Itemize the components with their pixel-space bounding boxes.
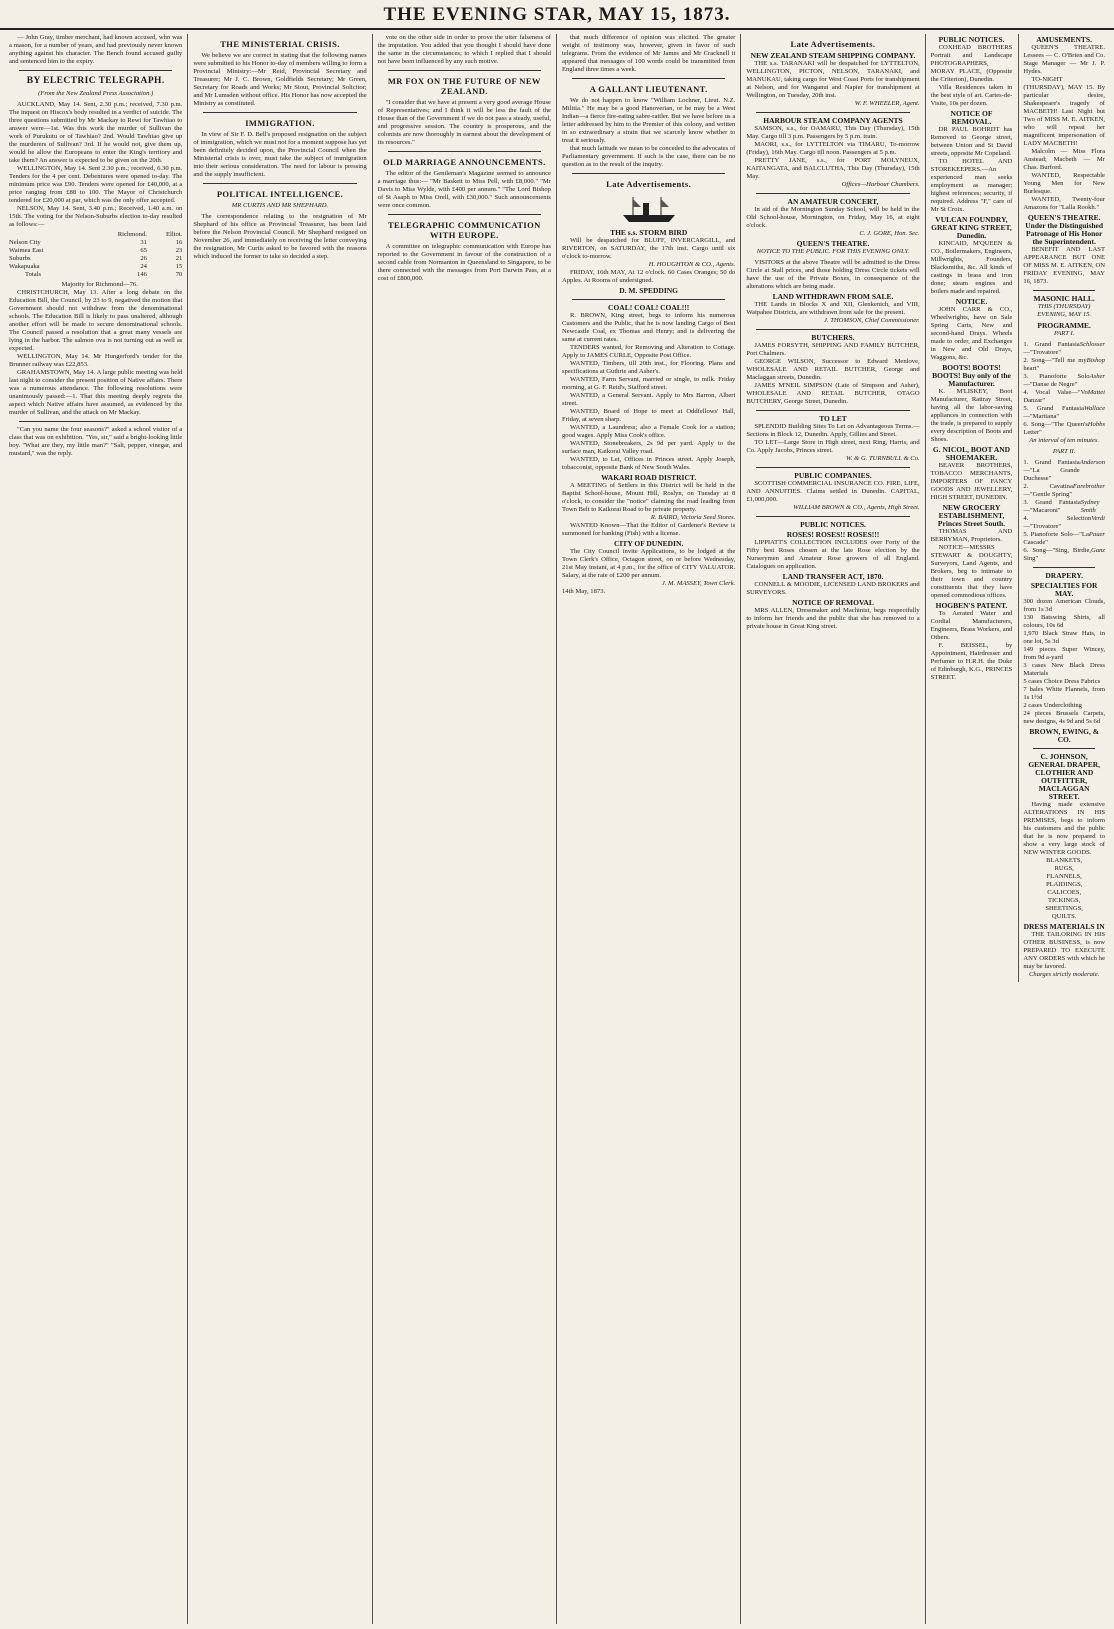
specialty-item: 300 dozen American Clouds, from 1s 3d — [1023, 598, 1105, 613]
public-notices-heading: PUBLIC NOTICES. — [800, 520, 866, 529]
continued-article: that much difference of opinion was elicited. The greater weight of testimony was, however, given in favor of such telegrams. From the evidence of Mr James and Mr Cracknell it appeared that messages of 100 words could be transmitted from England three times a week. — [561, 34, 736, 73]
doctor-removal-ad: DR PAUL BOHRDT has Removed to George street, between Union and St David streets, opposite Mr Copeland. — [930, 126, 1013, 157]
divider — [1033, 567, 1095, 568]
to-let-ad: TO LET—Large Store in High street, next Ring, Harris, and Co. Apply Jacobs, Princes street. — [746, 439, 920, 454]
theatre-heading-2: QUEEN'S THEATRE. Under the Distinguished Patronage of His Honor the Superintendent. — [1025, 213, 1104, 246]
theatre-ad: QUEEN'S THEATRE. Lessees — C. O'Brien and Co. Stage Manager — Mr J. P. Hydes. — [1023, 44, 1105, 75]
programme-item — [1023, 421, 1105, 437]
programme-title: 2. Cavatina—"Gentle Spring" — [1023, 483, 1073, 498]
land-broker-ad: CONNELL & MOODIE, LICENSED LAND BROKERS and SURVEYORS. — [746, 581, 920, 596]
goods-item: BLANKETS, — [1046, 857, 1083, 864]
notice-heading: NOTICE. — [955, 297, 988, 306]
programme-composer: Schlosser — [1079, 341, 1105, 348]
public-companies-heading: PUBLIC COMPANIES. — [794, 471, 872, 480]
tonight-ad: TO-NIGHT (THURSDAY), MAY 15. By particular desire, Shakespeare's tragedy of MACBETH! Last Night but Two of MISS M. E. AITKEN, who will repeat her magnificent impersonation of LADY MACBETH! — [1023, 76, 1105, 147]
cast-list: Malcolm — Miss Flora Anstead; Macbeth — Mr Chas. Burford. — [1023, 148, 1105, 171]
poll-cell: 65 — [140, 247, 147, 254]
programme-composer: Sydney Smith — [1080, 499, 1100, 514]
benefit-ad: BENEFIT AND LAST APPEARANCE BUT ONE OF MISS M. E. AITKEN, ON FRIDAY EVENING, MAY 16, 1873. — [1023, 246, 1105, 285]
column-4 — [557, 34, 741, 1624]
harbour-ad: SAMSON, s.s., for OAMARU, This Day (Thursday), 15th May. Cargo till 3 p.m. Passengers by 5 p.m. train. — [746, 125, 920, 140]
political-heading: POLITICAL INTELLIGENCE. — [216, 189, 344, 199]
tobacco-ad: BEAVER BROTHERS, TOBACCO MERCHANTS, IMPORTERS OF FANCY GOODS AND JEWELLERY, HIGH STREET, DUNEDIN. — [930, 462, 1013, 501]
queens-notice-sub: NOTICE TO THE PUBLIC. FOR THIS EVENING ONLY. — [756, 248, 910, 255]
insurance-ad: SCOTTISH COMMERCIAL INSURANCE CO. FIRE, LIFE, AND ANNUITIES. Claims settled in Dunedin. CAPITAL, £1,000,000. — [746, 480, 920, 503]
divider — [756, 516, 909, 517]
programme-item — [1023, 389, 1105, 405]
nicol-heading: G. NICOL, BOOT AND SHOEMAKER. — [932, 445, 1011, 462]
johnson-heading: C. JOHNSON, GENERAL DRAPER, CLOTHIER AND OUTFITTER, MACLAGGAN STREET. — [1028, 752, 1100, 801]
goods-item: QUILTS. — [1051, 913, 1077, 920]
programme-composer: Anderson — [1079, 459, 1105, 466]
christchurch-dispatch: CHRISTCHURCH, May 13. After a long debate on the Education Bill, the Council, by 23 to 9, negatived the motion that Government should not withdraw from the denominational schools. The Education Bill is likely to pass unaltered, although another effort will be made to secure denominational schools. The Council passed a resolution that a great many vessels are lying in the harbor. The salmon ova is not turning out as well as expected. — [9, 289, 183, 352]
poll-cell: Nelson City — [9, 239, 41, 246]
political-article: The correspondence relating to the resignation of Mr Shephard of his office as Provincial Treasurer, has been laid before the Nelson Provincial Council. Mr Shephard resigned on November 26, and immediately on receiving the letter conveying the resignation, Mr Curtis asked to be favored with the reasons which induced the former to take so decided a step. — [193, 213, 367, 260]
anecdote: "Can you name the four seasons?" asked a school visitor of a class that was on exhibition. "Yes, sir," said a bright-looking little boy. "What are they, my little man?" "Salt, pepper, vinegar, and mustard," was the reply. — [9, 426, 183, 457]
specialty-item: 1,970 Black Straw Hats, in one lot, 5s 3d — [1023, 630, 1105, 645]
poll-header-row — [9, 231, 182, 239]
land-heading: LAND WITHDRAWN FROM SALE. — [772, 292, 894, 301]
masonic-heading: MASONIC HALL. — [1033, 294, 1095, 303]
tenders-ad: TENDERS wanted, for Removing and Alteration to Cottage. Apply to JAMES CURLE, Opposite Post Office. — [561, 344, 736, 359]
concert-signature: C. J. GORE, Hon. Sec. — [859, 230, 920, 237]
auckland-dispatch: AUCKLAND, May 14. Sent, 2.30 p.m.; received, 7.30 p.m. The inquest on Hiscox's body resulted in a verdict of suicide. The three questions submitted by Mr Mackay to Rewi for Tawhiao to answer were—1st. Was this work the murder of Sullivan the work of Purukutu or of Tawhiao? 2nd. Would Tawhiao give up the murderers of Sullivan? 3rd. If he would not, give them up, would he allow the Europeans to enter the King's territory and take them? An answer is expected to be given on the 20th. — [9, 101, 183, 164]
hotel-ad: TO HOTEL AND STOREKEEPERS.—An experienced man seeks employment as manager; highest references; security, if required. Address "F," care of Mr St Croix. — [930, 158, 1013, 213]
public-notices-heading: PUBLIC NOTICES. — [938, 35, 1005, 44]
programme-item — [1023, 499, 1105, 515]
storm-bird-signature: H. HOUGHTON & CO., Agents. — [648, 261, 736, 268]
boot-ad: K. M'LISKEY, Boot Manufacturer, Rattray Street, having all the labor-saving appliances in connection with the trade, is prepared to supply every description of Boots and Shoes. — [930, 388, 1013, 443]
programme-title: 2. Song—"Tell me my heart" — [1023, 357, 1087, 372]
programme-part-2 — [1023, 448, 1105, 563]
divider — [756, 410, 909, 411]
harbour-ad: PRETTY JANE, s.s., for PORT MOLYNEUX, KAITANGATA, and BALCLUTHA, This Day (Thursday), 15th May. — [746, 157, 920, 180]
tailoring-ad: THE TAILORING IN HIS OTHER BUSINESS, is now PREPARED TO EXECUTE ANY ORDERS with which he may be favored. — [1023, 931, 1105, 970]
storm-bird-heading: THE s.s. STORM BIRD — [610, 228, 688, 237]
goods-item: RUGS, — [1054, 865, 1074, 872]
newspaper-title: THE EVENING STAR, MAY 15, 1873. — [383, 4, 731, 25]
butcher-ad: JAMES FORSYTH, SHIPPING AND FAMILY BUTCHER, Port Chalmers. — [746, 342, 920, 357]
crisis-article: We believe we are correct in stating that the following names were submitted to his Honor to-day of members willing to form a Provincial Ministry:—Mr Reid, Provincial Secretary and Treasurer; Mr J. C. Brown, Goldfields Secretary; Mr Green, Secretary for Roads and Works; Mr Stout, Provincial Solicitor; and Mr Lumsden without office. His Honor has now accepted the Ministry as constituted. — [193, 52, 367, 107]
poll-header-cell: Elliot. — [166, 231, 183, 238]
poll-header-cell — [9, 231, 84, 239]
wanted-ad: WANTED, a General Servant. Apply to Mrs Barron, Albert street. — [561, 392, 736, 407]
divider — [572, 173, 725, 174]
programme-item — [1023, 459, 1105, 483]
dunedin-ad: The City Council invite Applications, to be lodged at the Town Clerk's Office, Octagon street, on or before Wednesday, 21st May instant, at 4 p.m., for the office of CITY VALUATOR. Salary, at the rate of £200 per annum. — [561, 548, 736, 579]
land-transfer-heading: LAND TRANSFER ACT, 1870. — [782, 572, 884, 581]
poll-cell: 146 — [137, 271, 147, 278]
continued-article: vote on the other side in order to prove the utter falseness of the imputation. You added that you thought I should have done the same in the circumstances; to which I replied that I should not have been influenced by any such motive. — [377, 34, 551, 65]
lead-paragraph: — John Gray, timber merchant, had known accused, who was a mason, for a number of years, and had previously never known anything against his character. The Bench found accused guilty and sentenced him to the expiry. — [9, 34, 183, 65]
wellington-dispatch: WELLINGTON, May 14. Sent 2.30 p.m.; received, 6.30 p.m. Tenders for the 4 per cent. Debentures were opened to-day. The minimum price was £90. Tenders were opened for £40,000, at a price ranging from £88 to 100. The Mayor of Christchurch tendered for £20,000 at par, which was the only offer accepted. — [9, 165, 183, 204]
steam-shipping-ad: THE s.s. TARANAKI will be despatched for LYTTELTON, WELLINGTON, PICTON, NELSON, TARANAKI, and MANUKAU, taking cargo for West Coast Ports for transhipment at Nelson, and for Wanganui and Napier for transhipment at Wellington, on Tuesday, 20th inst. — [746, 60, 920, 99]
programme-title: 6. Song—"Sing, Birdie, Sing" — [1023, 547, 1092, 562]
butcher-ad: JAMES M'NEIL SIMPSON (Late of Simpson and Asher), WHOLESALE AND RETAIL BUTCHER, OTAGO BUTCHERY, George Street, Dunedin. — [746, 382, 920, 405]
wanted-ad: WANTED, Respectable Young Men for New Burlesque. — [1023, 172, 1105, 195]
interval-note: An interval of ten minutes. — [1029, 437, 1100, 444]
poll-cell: Waimea East — [9, 247, 44, 254]
marriage-article: The editor of the Gentleman's Magazine seemed to announce a marriage thus:— "Mr Baskett to Miss Pell, with £8,000." "Mr Davis to Miss Wylde, with £400 per annum." "The Lord Bishop of St Asaph to Miss Orell, with £30,000." Such announcements were once common. — [377, 170, 551, 209]
part-2-label: PART II. — [1052, 448, 1076, 455]
removal-heading: NOTICE OF REMOVAL — [792, 598, 874, 607]
dunedin-signature: J. M. MASSEY, Town Clerk. — [661, 580, 736, 587]
poll-cell: 70 — [175, 271, 183, 278]
divider — [1033, 748, 1095, 749]
poll-row — [9, 239, 182, 247]
goods-item: PLAIDINGS, — [1045, 881, 1083, 888]
programme-composer: Verdi — [1091, 515, 1105, 522]
programme-title: 1. Grand Fantasia—"La Grande Duchesse" — [1023, 459, 1080, 482]
column-3 — [373, 34, 557, 1624]
lieutenant-article: We do not happen to know "William Lochner, Lieut. N.Z. Militia." He may be a good Hanoverian, or he may be a West Indian—a fierce fire-eating sabre-rattler. But we have before us a letter addressed by him to the Premier of this colony, and written in so extraordinary a strain that we scarcely know whether to treat it seriously. — [561, 97, 736, 144]
programme-item — [1023, 405, 1105, 421]
programme-item — [1023, 547, 1105, 563]
specialty-item: 5 cases Choice Dress Fabrics — [1023, 678, 1101, 685]
telegraph-europe-article: A committee on telegraphic communication with Europe has reported to the Government in favour of the construction of a second cable from Normanton in Queensland to Singapore, to be there connected with the messages from Port Darwin Pass, at a cost of £800,000. — [377, 243, 551, 282]
immigration-heading: IMMIGRATION. — [245, 118, 315, 128]
divider — [388, 151, 541, 152]
specialty-item: 24 pieces Brussels Carpets, new designs, 4s 9d and 5s 6d — [1023, 710, 1105, 725]
butcher-ad: GEORGE WILSON, Successor to Edward Menlove, WHOLESALE AND RETAIL BUTCHER, George and Maclaggan streets, Dunedin. — [746, 358, 920, 381]
programme-heading: PROGRAMME. — [1037, 321, 1091, 330]
goods-list — [1023, 857, 1105, 921]
specialty-item: 149 pieces Super Wincey, from 9d a-yard — [1023, 646, 1105, 661]
programme-title: 1. Grand Fantasia—"Trovatore" — [1023, 341, 1080, 356]
steam-shipping-heading: NEW ZEALAND STEAM SHIPPING COMPANY. — [750, 51, 916, 60]
programme-title: 3. Pianoforte Solo—"Danse de Negre" — [1023, 373, 1090, 388]
dress-materials-heading: DRESS MATERIALS IN — [1023, 922, 1105, 931]
divider — [572, 78, 725, 79]
wheelwright-ad: JOHN CARR & CO., Wheelwrights, have on Sale Spring Carts, New and second-hand Drays. Wheels made to order, and Exchanges in New and Old Drays, Waggons, &c. — [930, 306, 1013, 361]
programme-title: 3. Grand Fantasia—"Macaroni" — [1023, 499, 1081, 514]
poll-row — [9, 271, 182, 279]
divider — [756, 329, 909, 330]
column-2 — [188, 34, 372, 1624]
wanted-ad: WANTED Known—That the Editor of Gardener's Review is summoned for banking (Fish) with a license. — [561, 522, 736, 537]
divider — [756, 193, 909, 194]
dunedin-heading: CITY OF DUNEDIN. — [614, 539, 684, 548]
divider — [388, 70, 541, 71]
poll-row — [9, 263, 182, 271]
grocery-heading: NEW GROCERY ESTABLISHMENT, Princes Street South. — [937, 503, 1006, 528]
divider — [1033, 290, 1095, 291]
concert-heading: AN AMATEUR CONCERT, — [787, 197, 879, 206]
coal-heading: COAL! COAL! COAL!!! — [608, 303, 690, 312]
programme-item — [1023, 357, 1105, 373]
hairdresser-ad: F. BEISSEL, by Appointment, Hairdresser and Perfumer to H.R.H. the Duke of Edinburgh, K.G., PRINCES STREET. — [930, 642, 1013, 681]
wanted-ad: WANTED, to Let, Offices in Princes street. Apply Joseph, tobacconist, opposite Bank of New South Wales. — [561, 456, 736, 471]
poll-cell: Wakapuaka — [9, 263, 40, 270]
marriage-heading: OLD MARRIAGE ANNOUNCEMENTS. — [383, 157, 546, 167]
divider — [203, 112, 356, 113]
goods-item: CALICOES, — [1047, 889, 1082, 896]
wakari-heading: WAKARI ROAD DISTRICT. — [601, 473, 697, 482]
wellington-dispatch-2: WELLINGTON, May 14. Mr Hungerford's tender for the Brunner railway was £22,853. — [9, 353, 183, 368]
poll-cell: 16 — [175, 239, 183, 246]
masonic-subheading: THIS (THURSDAY) EVENING, MAY 15. — [1037, 303, 1092, 318]
programme-title: 4. Selection—"Trovatore" — [1023, 515, 1092, 530]
fruit-auction-ad: FRIDAY, 16th MAY, At 12 o'clock. 60 Cases Oranges; 50 do Apples. At Rooms of undersigned. — [561, 269, 736, 284]
specialties-heading: SPECIALTIES FOR MAY. — [1030, 581, 1098, 598]
crisis-heading: THE MINISTERIAL CRISIS. — [220, 39, 340, 49]
removal-heading: NOTICE OF REMOVAL. — [950, 109, 993, 126]
spedding-heading: D. M. SPEDDING — [619, 286, 679, 295]
concert-ad: In aid of the Mornington Sunday School, will be held in the Old School-house, Mornington, on Friday, May 16, at eight o'clock. — [746, 206, 920, 229]
programme-title: 5. Pianoforte Solo—"La Cascade" — [1023, 531, 1089, 546]
wakari-signature: R. BAIRD, Victoria Seed Stores. — [650, 514, 736, 521]
wanted-ad: WANTED, Timbers, till 20th inst., for Flooring. Plans and specifications at Guthrie and Asher's. — [561, 360, 736, 375]
telegraph-subheading: (From the New Zealand Press Association.) — [38, 90, 154, 97]
programme-title: 4. Vocal Valse—"Vo Danzar" — [1023, 389, 1088, 404]
fox-article: "I consider that we have at present a very good average House of Representatives; and I think it will be less the fault of the House than of the Government if we do not pass a steady, useful, and progressive session. The country is prosperous, and the colonists are now thoroughly in earnest about the development of its resources." — [377, 99, 551, 146]
steam-shipping-signature: W. F. WHEELER, Agent. — [854, 100, 920, 107]
programme-composer: Wallace — [1084, 405, 1105, 412]
removal-ad: MRS ALLEN, Dressmaker and Machinist, begs respectfully to inform her friends and the public that she has removed to a private house in Great King street. — [746, 607, 920, 630]
poll-majority: Majority for Richmond—76. — [61, 281, 138, 288]
divider — [756, 467, 909, 468]
programme-item — [1023, 515, 1105, 531]
poll-cell: Totals — [25, 271, 42, 278]
programme-item — [1023, 341, 1105, 357]
land-ad: THE Lands in Blocks X and XII, Glenkenich, and VIII, Waipahee Districts, are withdrawn from sale for the present. — [746, 301, 920, 316]
divider — [203, 183, 356, 184]
late-ads-heading: Late Advertisements. — [606, 179, 692, 189]
specialty-item: 2 cases Underclothing — [1023, 702, 1082, 709]
political-subheading: MR CURTIS AND MR SHEPHARD. — [231, 202, 329, 209]
wanted-ad: WANTED, Farm Servant, married or single, to milk. Friday morning, at G. F. Reid's, Stafford street. — [561, 376, 736, 391]
grocery-ad: THOMAS AND BERRYMAN, Proprietors. — [930, 528, 1013, 543]
wanted-ad: WANTED, Board of Hope to meet at Oddfellows' Hall, Friday, at seven sharp. — [561, 408, 736, 423]
poll-cell: Suburbs — [9, 255, 31, 262]
programme-composer: Hobbs — [1087, 421, 1105, 428]
poll-cell: 24 — [140, 263, 147, 270]
drapery-heading: DRAPERY. — [1045, 571, 1083, 580]
boots-heading: BOOTS! BOOTS! BOOTS! Buy only of the Manufacturer. — [932, 363, 1011, 388]
column-1 — [4, 34, 188, 1624]
programme-composer: Pauer — [1088, 531, 1105, 538]
photographer-ad: COXHEAD BROTHERS Portrait and Landscape PHOTOGRAPHERS, MORAY PLACE, (Opposite the Criterion), Dunedin. — [930, 44, 1013, 83]
poll-header-cell: Richmond. — [117, 231, 147, 238]
divider — [19, 70, 172, 71]
specialty-item: 3 cases New Black Dress Materials — [1023, 662, 1105, 677]
nelson-dispatch: NELSON, May 14. Sent, 3.40 p.m.; Received, 1.40 a.m. on 15th. The voting for the Nelson-Suburbs election to-day resulted as follows:— — [9, 205, 183, 228]
vulcan-heading: VULCAN FOUNDRY, GREAT KING STREET, Dunedin. — [931, 215, 1012, 240]
telegraph-heading: BY ELECTRIC TELEGRAPH. — [26, 76, 165, 86]
coal-ad: R. BROWN, King street, begs to inform his numerous Customers and the Public, that he is now landing Cargo of Best Newcastle Coal, ex Thomas and Henry; and is delivering the same at current rates. — [561, 312, 736, 343]
butchers-heading: BUTCHERS. — [811, 333, 855, 342]
poll-cell: 23 — [175, 247, 183, 254]
continued-article-2: that much latitude we mean to be conceded to the advocates of Parliamentary government. If such is the case, there can be no question as to the result of the inquiry. — [561, 145, 736, 168]
poll-cell: 15 — [175, 263, 183, 270]
column-5 — [741, 34, 925, 1624]
steamship-icon — [619, 193, 679, 225]
poll-row — [9, 255, 182, 263]
specialty-item: 130 Batswing Shirts, all colours, 10s 6d — [1023, 614, 1105, 629]
programme-item — [1023, 373, 1105, 389]
programme-part-1 — [1023, 330, 1105, 437]
part-1-label: PART I. — [1054, 330, 1075, 337]
telegraph-europe-heading: TELEGRAPHIC COMMUNICATION WITH EUROPE. — [387, 220, 541, 240]
lieutenant-heading: A GALLANT LIEUTENANT. — [589, 84, 708, 94]
charges-note: Charges strictly moderate. — [1029, 971, 1100, 978]
patent-ad: To Aerated Water and Cordial Manufacturers, Engineers, Brass Workers, and Others. — [930, 610, 1013, 641]
poll-cell: 21 — [175, 255, 183, 262]
divider — [19, 421, 172, 422]
late-ads-heading: Late Advertisements. — [790, 39, 876, 49]
alterations-ad: Having made extensive ALTERATIONS IN HIS PREMISES, begs to inform his customers and the public that he is now prepared to show a very large stock of NEW WINTER GOODS. — [1023, 801, 1105, 856]
harbour-signature: Offices—Harbour Chambers. — [841, 181, 920, 188]
divider — [756, 112, 909, 113]
programme-title: 6. Song—"The Queen's Letter" — [1023, 421, 1088, 436]
specialties-list — [1023, 598, 1105, 726]
dunedin-date: 14th May, 1873. — [561, 588, 606, 595]
draper-name: BROWN, EWING, & CO. — [1029, 727, 1099, 744]
poll-table — [9, 231, 182, 279]
specialty-item: 7 bales White Flannels, from 1s 1½d — [1023, 686, 1105, 701]
programme-composer: Ganz — [1091, 547, 1105, 554]
harbour-heading: HARBOUR STEAM COMPANY AGENTS — [763, 116, 903, 125]
wanted-ad: WANTED, Stonebreakers, 2s 9d per yard. Apply to the surface man, Kaikorai Valley road. — [561, 440, 736, 455]
amusements-heading: AMUSEMENTS. — [1036, 35, 1092, 44]
queens-notice: VISITORS at the above Theatre will be admitted to the Dress Circle at Stall prices, and those holding Dress Circle tickets will have the use of the Private Boxes, in consequence of the alterations which are being made. — [746, 259, 920, 290]
poll-row — [9, 247, 182, 255]
harbour-ad: MAORI, s.s., for LYTTELTON via TIMARU, To-morrow (Friday), 16th May. Cargo till noon. Passengers at 5 p.m. — [746, 141, 920, 156]
programme-item — [1023, 483, 1105, 499]
divider — [572, 299, 725, 300]
foundry-ad: KINCAID, M'QUEEN & CO., Boilermakers, Engineers, Millwrights, Founders, Blacksmiths, &c. All kinds of castings in brass and iron done; steam engines and boilers made and repaired. — [930, 240, 1013, 295]
roses-heading: ROSES! ROSES!! ROSES!!! — [786, 530, 880, 539]
poll-cell: 26 — [140, 255, 147, 262]
programme-composer: Asher — [1089, 373, 1105, 380]
masthead — [0, 0, 1114, 30]
fox-heading: MR FOX ON THE FUTURE OF NEW ZEALAND. — [387, 76, 541, 96]
storm-bird-ad: Will be despatched for BLUFF, INVERCARGILL, and RIVERTON, on SATURDAY, the 17th inst. Cargo until six o'clock to-morrow. — [561, 237, 736, 260]
column-6 — [926, 34, 1110, 1624]
roses-ad: LIPPIATT'S COLLECTION INCLUDES over Forty of the Fifty best Roses chosen at the late Rose election by the Nurserymen and Amateur Rose growers of all England. Catalogues on application. — [746, 539, 920, 570]
wanted-ad: WANTED, a Laundress; also a Female Cook for a station; good wages. Apply Miss Cook's office. — [561, 424, 736, 439]
queens-notice-heading: QUEEN'S THEATRE. — [796, 239, 870, 248]
surveyor-ad: NOTICE—MESSRS STEWART & DOUGHTY, Surveyors, Land Agents, and Brokers, beg to intimate to their town and country constituents that they have opened commodious offices. — [930, 544, 1013, 599]
land-signature: J. THOMSON, Chief Commissioner. — [824, 317, 920, 324]
newspaper-columns — [4, 34, 1110, 1624]
programme-item — [1023, 531, 1105, 547]
wanted-ad: WANTED, Twenty-four Amazons for "Lalla Rookh." — [1023, 196, 1105, 211]
to-let-ad: SPLENDID Building Sites To Let on Advantageous Terms.—Sections in Block 12, Dunedin. Apply, Gillies and Street. — [746, 423, 920, 438]
grahamstown-dispatch: GRAHAMSTOWN, May 14. A large public meeting was held last night to consider the present position of Native affairs. There was a numerous attendance. The following resolutions were unanimously passed:—1. That this meeting deeply regrets the aspect which Native affairs have assumed, as evidenced by the murder of Sullivan, and the attack on Mr Mackay. — [9, 369, 183, 416]
wakari-ad: A MEETING of Settlers in this District will be held in the Baptist School-house, Mount Hill, Roslyn, on Tuesday at 8 o'clock, to consider the "notice" claiming the road leading from Town Belt to Kaikorai Road to be private property. — [561, 482, 736, 513]
photographer-ad-2: Villa Residences taken in the best style of art. Cartes-de-Visite, 10s per dozen. — [930, 84, 1013, 107]
programme-composer: Mattei — [1087, 389, 1105, 396]
programme-title: 5. Grand Fantasia—"Maritana" — [1023, 405, 1084, 420]
to-let-heading: TO LET — [819, 414, 847, 423]
poll-cell: 31 — [140, 239, 147, 246]
goods-item: TICKINGS, — [1047, 897, 1081, 904]
programme-composer: Farebrother — [1072, 483, 1105, 490]
goods-item: SHEETINGS, — [1045, 905, 1083, 912]
goods-item: FLANNELS, — [1046, 873, 1082, 880]
insurance-signature: WILLIAM BROWN & CO., Agents, High Street. — [793, 504, 920, 511]
divider — [388, 214, 541, 215]
patent-heading: HOGBEN'S PATENT. — [935, 601, 1008, 610]
programme-composer: Bishop — [1086, 357, 1105, 364]
immigration-article: In view of Sir F. D. Bell's proposed resignation on the subject of immigration, which we must not for a moment suppose has yet been definitely decided upon, the Provincial Council when the Ministerial crisis is over, must take the subject of immigration into their serious consideration. The need for labour is pressing and the supply insufficient. — [193, 131, 367, 178]
to-let-signature: W. & G. TURNBULL & Co. — [846, 455, 920, 462]
